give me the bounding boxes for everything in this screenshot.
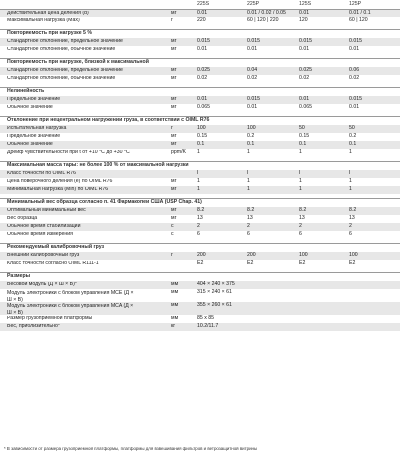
spec-value: 0.1 <box>197 141 205 148</box>
spec-value: 100 <box>197 125 206 132</box>
spec-row <box>0 9 400 17</box>
spec-row <box>0 178 400 186</box>
spec-value: 13 <box>247 215 253 222</box>
spec-row <box>0 75 400 83</box>
dimension-unit: мм <box>171 302 179 308</box>
spec-value: 200 <box>197 252 206 259</box>
spec-unit: мг <box>171 207 177 214</box>
spec-row <box>0 17 400 25</box>
spec-unit: мг <box>171 46 177 53</box>
spec-label: Внешний калибровочный груз <box>7 253 80 259</box>
spec-value: 0.025 <box>197 67 210 74</box>
spec-label: Оптимальный минимальный вес <box>7 208 86 214</box>
spec-value: 13 <box>299 215 305 222</box>
footnote: * В зависимости от размера грузоприемной платформы, платформы для взвешивания фильтров и ветрозащитной витрины <box>4 447 258 451</box>
spec-value: 0.01 <box>247 46 258 53</box>
spec-label: Дрейф чувствительности при t от +10 °C до +30 °C <box>7 150 130 156</box>
spec-value: 13 <box>349 215 355 222</box>
spec-value: 0.01 <box>247 104 258 111</box>
section-title-repeatability-max: Повторяемость при нагрузке, близкой к максимальной <box>0 58 400 67</box>
spec-value: 0.065 <box>299 104 312 111</box>
spec-row <box>0 149 400 157</box>
spec-value: 100 <box>349 252 358 259</box>
spec-label: Предельное значение <box>7 97 61 103</box>
spec-value: 0.01 <box>197 46 208 53</box>
spec-value: 6 <box>197 231 200 238</box>
spec-value: 0.025 <box>299 67 312 74</box>
spec-value: 1 <box>247 178 250 185</box>
spec-label: Действительная цена деления (d) <box>7 10 89 16</box>
spec-value: 0.2 <box>247 133 255 140</box>
spec-value: 6 <box>349 231 352 238</box>
spec-value: 1 <box>247 186 250 193</box>
spec-row <box>0 96 400 104</box>
spec-row <box>0 186 400 194</box>
spec-label: Класс точности по OIML R76 <box>7 171 76 177</box>
spec-label: Цена поверочного деления (e) по OIML R76 <box>7 179 113 185</box>
spec-label: Стандартное отклонение, обычное значение <box>7 76 116 82</box>
dimension-unit: мм <box>171 281 179 288</box>
spec-value: 0.01 <box>299 9 310 16</box>
spec-value: 0.01 <box>349 46 360 53</box>
model-header-row <box>0 1 400 9</box>
spec-value: 2 <box>299 223 302 230</box>
spec-value: 60 | 120 | 220 <box>247 17 279 24</box>
spec-value: 50 <box>349 125 355 132</box>
spec-value: 6 <box>299 231 302 238</box>
spec-row <box>0 133 400 141</box>
spec-value: 1 <box>197 178 200 185</box>
spec-value: 6 <box>247 231 250 238</box>
spec-label: Предельное значение <box>7 134 61 140</box>
spec-value: 60 | 120 <box>349 17 368 24</box>
spec-value: 1 <box>247 149 250 156</box>
spec-value: 0.1 <box>247 141 255 148</box>
spec-value: 0.015 <box>349 96 362 103</box>
spec-label: Стандартное отклонение, предельное значение <box>7 39 123 45</box>
model-header-225P: 225P <box>247 1 260 8</box>
spec-label: Обычное значение <box>7 142 53 148</box>
spec-value: 2 <box>247 223 250 230</box>
spec-row <box>0 223 400 231</box>
spec-value: 0.15 <box>299 133 310 140</box>
spec-unit: г <box>171 17 173 24</box>
dimension-row <box>0 315 400 323</box>
spec-value: 50 <box>299 125 305 132</box>
spec-unit: мг <box>171 96 177 103</box>
spec-value: 120 <box>299 17 308 24</box>
spec-value: 0.01 <box>299 46 310 53</box>
spec-value: I <box>299 170 301 177</box>
spec-value: 200 <box>247 252 256 259</box>
spec-row <box>0 38 400 46</box>
spec-value: 1 <box>197 149 200 156</box>
spec-unit: мг <box>171 9 177 16</box>
spec-value: 0.01 <box>197 96 208 103</box>
spec-value: 0.015 <box>349 38 362 45</box>
dimension-label: Модуль электроники с блоком управления MCE (Д × Ш × В) <box>7 290 134 303</box>
spec-value: 1 <box>349 186 352 193</box>
model-header-225S: 225S <box>197 1 210 8</box>
spec-unit: мг <box>171 215 177 222</box>
spec-value: 100 <box>299 252 308 259</box>
spec-label: Обычное значение <box>7 105 53 111</box>
spec-unit: мг <box>171 141 177 148</box>
spec-label: Обычное время стабилизации <box>7 224 81 230</box>
section-title-nonlinearity: Нелинейность <box>0 87 400 96</box>
spec-label: Стандартное отклонение, обычное значение <box>7 47 116 53</box>
spec-label: Минимальная нагрузка (Min) по OIML R76 <box>7 187 109 193</box>
spec-row <box>0 125 400 133</box>
spec-unit: с <box>171 223 174 230</box>
spec-value: 0.01 / 0.02 / 0.05 <box>247 9 286 16</box>
dimension-row <box>0 302 400 315</box>
spec-unit: мг <box>171 104 177 111</box>
dimension-row <box>0 281 400 289</box>
dimension-value: 85 x 85 <box>197 315 215 322</box>
spec-value: 0.1 <box>349 141 357 148</box>
spec-value: I <box>197 170 199 177</box>
spec-value: 0.02 <box>349 75 360 82</box>
model-header-125S: 125S <box>299 1 312 8</box>
dimension-value: 315 × 240 × 61 <box>197 289 232 295</box>
spec-unit: ppm/K <box>171 149 186 156</box>
dimension-value: 404 × 240 × 375 <box>197 281 235 288</box>
spec-value: 8.2 <box>197 207 205 214</box>
spec-unit: мг <box>171 75 177 82</box>
spec-value: E2 <box>349 260 356 267</box>
dimension-unit: мм <box>171 289 179 295</box>
dimension-row <box>0 323 400 331</box>
spec-value: 0.015 <box>247 38 260 45</box>
spec-value: 0.02 <box>299 75 310 82</box>
spec-value: 0.1 <box>299 141 307 148</box>
spec-row <box>0 46 400 54</box>
spec-value: 0.01 <box>197 9 208 16</box>
spec-row <box>0 104 400 112</box>
spec-value: 220 <box>197 17 206 24</box>
spec-unit: с <box>171 231 174 238</box>
model-header-125P: 125P <box>349 1 362 8</box>
dimension-label: Весовой модуль (Д × Ш × В)* <box>7 282 77 288</box>
spec-value: 0.01 <box>349 104 360 111</box>
spec-value: 0.01 <box>299 96 310 103</box>
spec-row <box>0 231 400 239</box>
spec-label: Стандартное отклонение, предельное значение <box>7 68 123 74</box>
spec-value: 8.2 <box>247 207 255 214</box>
spec-unit: мг <box>171 38 177 45</box>
spec-value: 1 <box>299 149 302 156</box>
dimension-label: Размер грузоприемной платформы <box>7 316 93 322</box>
spec-value: 1 <box>349 178 352 185</box>
spec-value: 0.02 <box>247 75 258 82</box>
spec-value: 0.065 <box>197 104 210 111</box>
spec-value: 100 <box>247 125 256 132</box>
spec-row <box>0 170 400 178</box>
spec-value: I <box>247 170 249 177</box>
dimension-unit: мм <box>171 315 179 322</box>
section-title-repeatability-5: Повторяемость при нагрузке 5 % <box>0 29 400 38</box>
spec-value: E2 <box>197 260 204 267</box>
spec-label: Испытательная нагрузка <box>7 126 67 132</box>
spec-value: 8.2 <box>349 207 357 214</box>
dimension-label: Модуль электроники с блоком управления MCA (Д × Ш × В) <box>7 303 134 316</box>
spec-value: 13 <box>197 215 203 222</box>
spec-value: 0.02 <box>197 75 208 82</box>
spec-value: 0.2 <box>349 133 357 140</box>
spec-value: 0.015 <box>197 38 210 45</box>
section-title-off-center-load: Отклонение при нецентральном нагружении груза, в соответствии с OIML R76 <box>0 116 400 125</box>
dimension-row <box>0 289 400 302</box>
section-title-dimensions: Размеры <box>0 272 400 281</box>
spec-label: Вес образца <box>7 216 38 222</box>
spec-row <box>0 207 400 215</box>
spec-value: 0.15 <box>197 133 208 140</box>
spec-value: 0.01 / 0.1 <box>349 9 371 16</box>
spec-value: 0.04 <box>247 67 258 74</box>
spec-value: 1 <box>299 178 302 185</box>
spec-unit: мг <box>171 186 177 193</box>
spec-value: 0.015 <box>299 38 312 45</box>
spec-label: Класс точности согласно OIML R111-1 <box>7 261 99 267</box>
section-title-usp-min-weight: Минимальный вес образца согласно п. 41 Фармакопеи США (USP Chap. 41) <box>0 198 400 207</box>
spec-value: 1 <box>349 149 352 156</box>
spec-unit: г <box>171 125 173 132</box>
spec-unit: г <box>171 252 173 259</box>
section-title-max-tare: Максимальная масса тары: не более 100 % от максимальной нагрузки <box>0 161 400 170</box>
dimension-value: 10.2/11.7 <box>197 323 219 330</box>
spec-label: Максимальная нагрузка (Max) <box>7 18 80 24</box>
spec-value: E2 <box>299 260 306 267</box>
spec-row <box>0 67 400 75</box>
spec-unit: мг <box>171 67 177 74</box>
dimension-unit: кг <box>171 323 176 330</box>
spec-value: 8.2 <box>299 207 307 214</box>
dimension-label: Вес, приблизительно* <box>7 324 60 330</box>
spec-value: 2 <box>349 223 352 230</box>
spec-row <box>0 252 400 260</box>
spec-label: Обычное время измерения <box>7 232 73 238</box>
dimension-value: 355 × 260 × 61 <box>197 302 232 308</box>
spec-value: 2 <box>197 223 200 230</box>
spec-value: 1 <box>299 186 302 193</box>
spec-value: 0.015 <box>247 96 260 103</box>
spec-value: E2 <box>247 260 254 267</box>
spec-unit: мг <box>171 178 177 185</box>
spec-unit: мг <box>171 133 177 140</box>
spec-value: I <box>349 170 351 177</box>
section-title-calibration-weight: Рекомендуемый калибровочный груз <box>0 243 400 252</box>
spec-value: 1 <box>197 186 200 193</box>
spec-value: 0.06 <box>349 67 360 74</box>
spec-row <box>0 260 400 268</box>
spec-row <box>0 215 400 223</box>
spec-row <box>0 141 400 149</box>
